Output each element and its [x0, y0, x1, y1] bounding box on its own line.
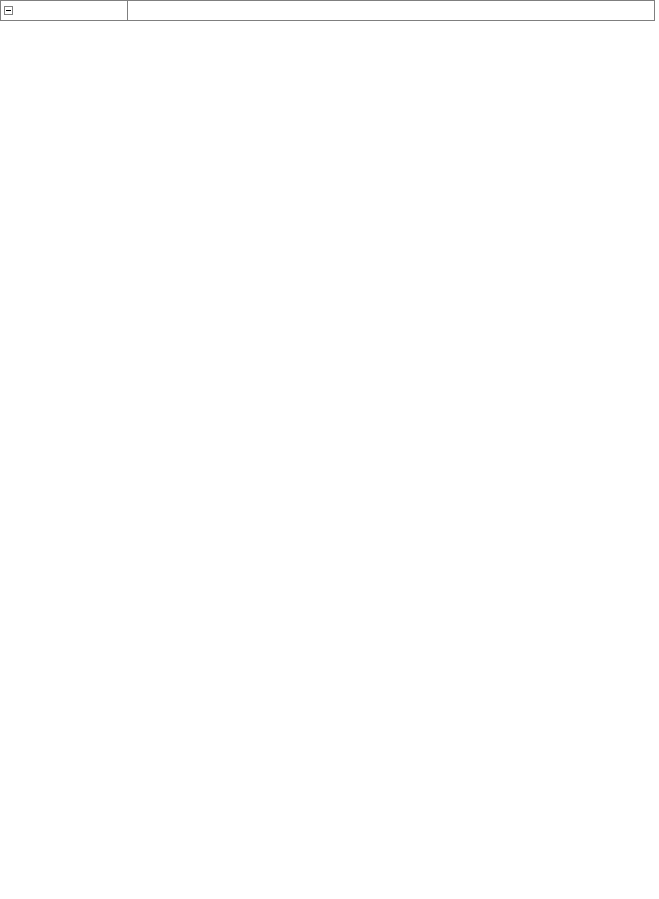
- collapse-toggle-icon[interactable]: [4, 6, 13, 15]
- group-total: [127, 1, 654, 21]
- data-table: [0, 0, 655, 21]
- spreadsheet: [0, 0, 655, 21]
- group-header-row: [1, 1, 655, 21]
- group-header-cell: [1, 1, 128, 21]
